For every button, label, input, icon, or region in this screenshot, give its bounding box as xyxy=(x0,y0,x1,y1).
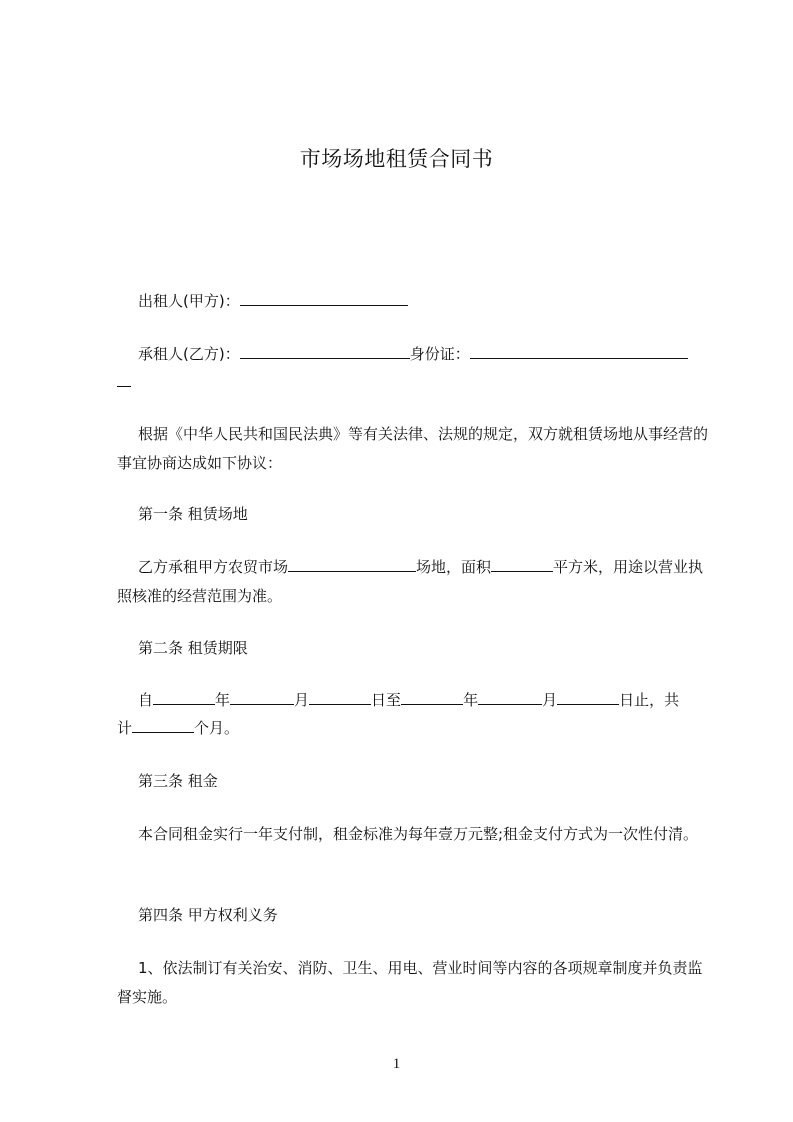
id-label: 身份证： xyxy=(409,345,470,363)
day1-blank xyxy=(309,690,371,705)
period-year2: 年 xyxy=(463,691,479,709)
market-blank xyxy=(288,557,416,572)
period-day-to: 日至 xyxy=(371,691,402,709)
page-number: 1 xyxy=(392,1056,401,1072)
lessor-blank xyxy=(240,291,408,306)
id-blank-tail xyxy=(117,372,131,387)
article4-heading: 第四条 甲方权利义务 xyxy=(138,906,278,924)
year1-blank xyxy=(153,690,215,705)
lessor-label: 出租人(甲方)： xyxy=(138,292,240,310)
period-month2: 月 xyxy=(542,691,558,709)
period-months: 个月。 xyxy=(194,719,240,737)
lessee-blank xyxy=(240,344,410,359)
id-blank-continued xyxy=(117,372,713,392)
lessee-label: 承租人(乙方)： xyxy=(138,345,240,363)
month1-blank xyxy=(230,690,294,705)
period-total-line xyxy=(117,718,713,738)
day2-blank xyxy=(557,690,619,705)
period-from: 自 xyxy=(138,691,154,709)
period-year1: 年 xyxy=(215,691,231,709)
period-end: 日止，共 xyxy=(619,691,680,709)
article2-heading: 第二条 租赁期限 xyxy=(138,639,248,657)
month2-blank xyxy=(478,690,542,705)
article1-text-3: 平方米，用途以营业执照核准的经营范围为准。 xyxy=(117,558,704,605)
months-blank xyxy=(132,718,194,733)
year2-blank xyxy=(401,690,463,705)
article4-item1: 1、依法制订有关治安、消防、卫生、用电、营业时间等内容的各项规章制度并负责监督实施。 xyxy=(117,959,703,1006)
article3-heading: 第三条 租金 xyxy=(138,772,218,790)
article1-body xyxy=(117,553,713,611)
document-title: 市场场地租赁合同书 xyxy=(299,147,494,171)
period-month1: 月 xyxy=(294,691,310,709)
period-line xyxy=(117,690,734,710)
period-total: 计 xyxy=(117,719,133,737)
article1-heading: 第一条 租赁场地 xyxy=(138,505,248,523)
article3-body: 本合同租金实行一年支付制，租金标准为每年壹万元整;租金支付方式为一次性付清。 xyxy=(138,825,699,843)
lessor-line xyxy=(117,291,734,311)
preamble: 根据《中华人民共和国民法典》等有关法律、法规的规定，双方就租赁场地从事经营的事宜协商达成如下协议： xyxy=(117,425,709,472)
area-blank xyxy=(491,557,553,572)
id-blank xyxy=(470,344,688,359)
lessee-line xyxy=(117,344,734,364)
article1-text-2: 场地，面积 xyxy=(416,558,492,576)
article1-text-1: 乙方承租甲方农贸市场 xyxy=(138,558,289,576)
